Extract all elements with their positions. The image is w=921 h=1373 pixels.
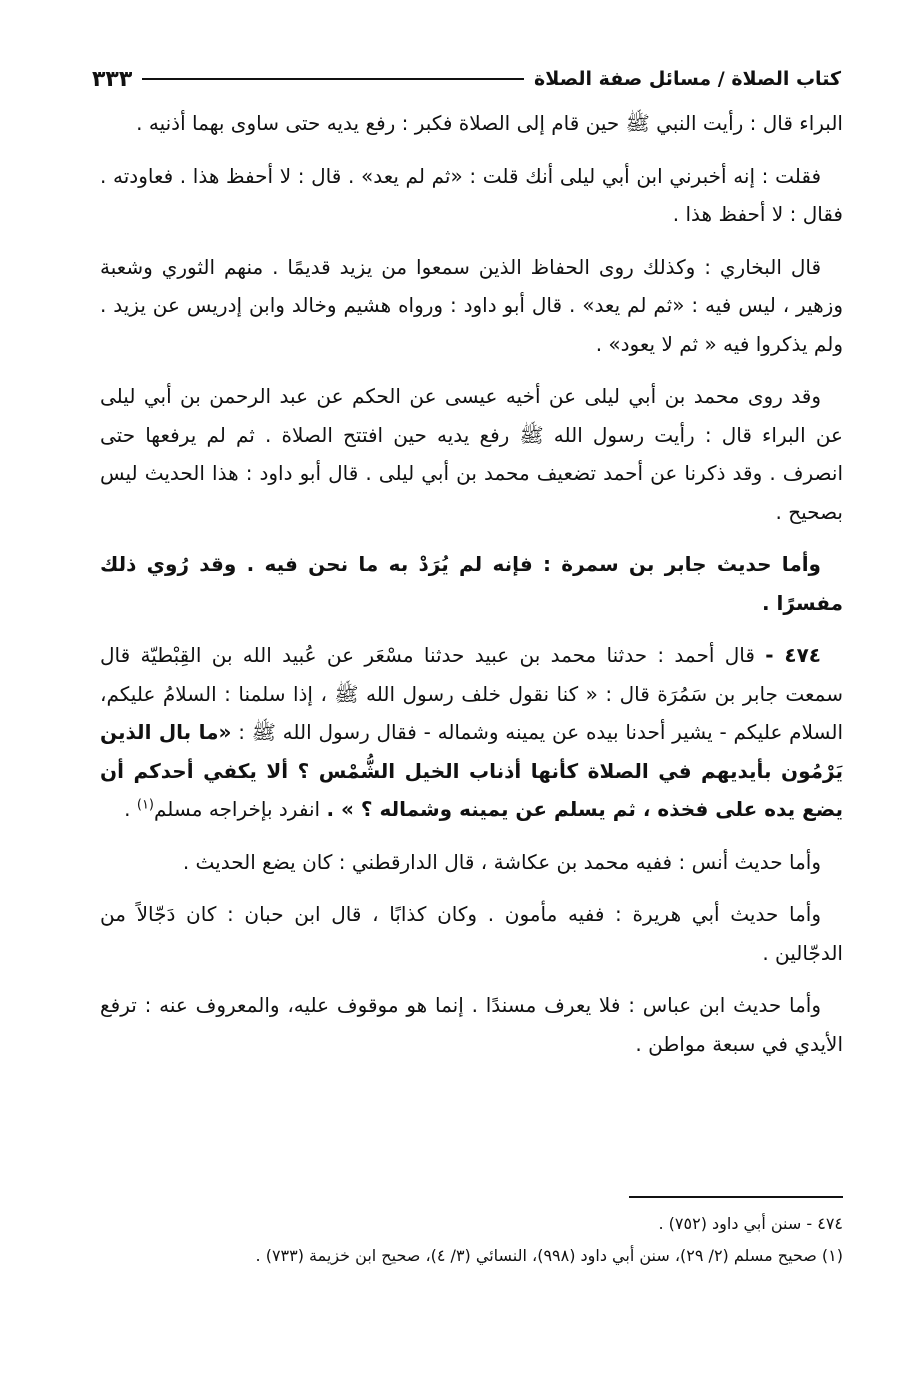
footnote-2: (١) صحيح مسلم (٢/ ٢٩)، سنن أبي داود (٩٩٨)، النسائي (٣/ ٤)، صحيح ابن خزيمة (٧٣٣) .	[255, 1246, 843, 1265]
footnote-reference: (١)	[136, 797, 154, 813]
paragraph-9: وأما حديث ابن عباس : فلا يعرف مسندًا . إنما هو موقوف عليه، والمعروف عنه : ترفع الأيدي في سبعة مواطن .	[100, 993, 843, 1056]
paragraph-7: وأما حديث أنس : ففيه محمد بن عكاشة ، قال الدارقطني : كان يضع الحديث .	[182, 849, 821, 874]
header-rule	[142, 78, 524, 80]
paragraph-2: فقلت : إنه أخبرني ابن أبي ليلى أنك قلت : «ثم لم يعد» . قال : لا أحفظ هذا . فعاودته . فقال : لا أحفظ هذا .	[100, 163, 843, 226]
paragraph-1: البراء قال : رأيت النبي ﷺ حين قام إلى الصلاة فكبر : رفع يديه حتى ساوى بهما أذنيه .	[136, 111, 843, 135]
footnote-1: ٤٧٤ - سنن أبي داود (٧٥٢) .	[658, 1214, 843, 1233]
paragraph-8: وأما حديث أبي هريرة : ففيه مأمون . وكان كذابًا ، قال ابن حبان : كان دَجّالاً من الدجّالين .	[100, 902, 843, 965]
hadith-isnad: قال أحمد : حدثنا محمد بن عبيد حدثنا مسْعَر عن عُبيد الله بن القِبْطيّة قال سمعت جابر بن سَمُرَة قال : « كنا نقول خلف رسول الله ﷺ ، إذا سلمنا : السلامُ عليكم، السلام عليكم - يشير أحدنا بيده عن يمينه وشماله - فقال رسول الله ﷺ :	[100, 643, 843, 744]
paragraph-6	[100, 636, 843, 829]
hadith-number: ٤٧٤ -	[765, 643, 822, 667]
paragraph-5: وأما حديث جابر بن سمرة : فإنه لم يُرَدْ به ما نحن فيه . وقد رُوي ذلك مفسرًا .	[100, 552, 843, 615]
page-body	[100, 104, 843, 1077]
paragraph-4: وقد روى محمد بن أبي ليلى عن أخيه عيسى عن الحكم عن عبد الرحمن بن أبي ليلى عن البراء قال : رأيت رسول الله ﷺ رفع يديه حين افتتح الصلاة . ثم لم يرفعها حتى انصرف . وقد ذكرنا عن أحمد تضعيف محمد بن أبي ليلى . قال أبو داود : هذا الحديث ليس بصحيح .	[100, 384, 843, 524]
page-number: ٣٣٣	[92, 66, 133, 92]
running-title: كتاب الصلاة / مسائل صفة الصلاة	[534, 68, 841, 90]
paragraph-3: قال البخاري : وكذلك روى الحفاظ الذين سمعوا من يزيد قديمًا . منهم الثوري وشعبة وزهير ، ليس فيه : «ثم لم يعد» . قال أبو داود : ورواه هشيم وخالد وابن إدريس عن يزيد . ولم يذكروا فيه « ثم لا يعود» .	[100, 254, 843, 356]
hadith-text: «ما بال الذين يَرْمُون بأيديهم في الصلاة كأنها أذناب الخيل الشُّمْس ؟ ألا يكفي أحدكم أن يضع يده على فخذه ، ثم يسلم عن يمينه وشماله ؟ » .	[100, 720, 843, 821]
hadith-source: انفرد بإخراجه مسلم	[154, 797, 321, 821]
page-header	[92, 64, 841, 94]
hadith-tail: .	[124, 797, 137, 821]
footnote-rule	[629, 1196, 843, 1198]
footnotes	[100, 1208, 843, 1272]
